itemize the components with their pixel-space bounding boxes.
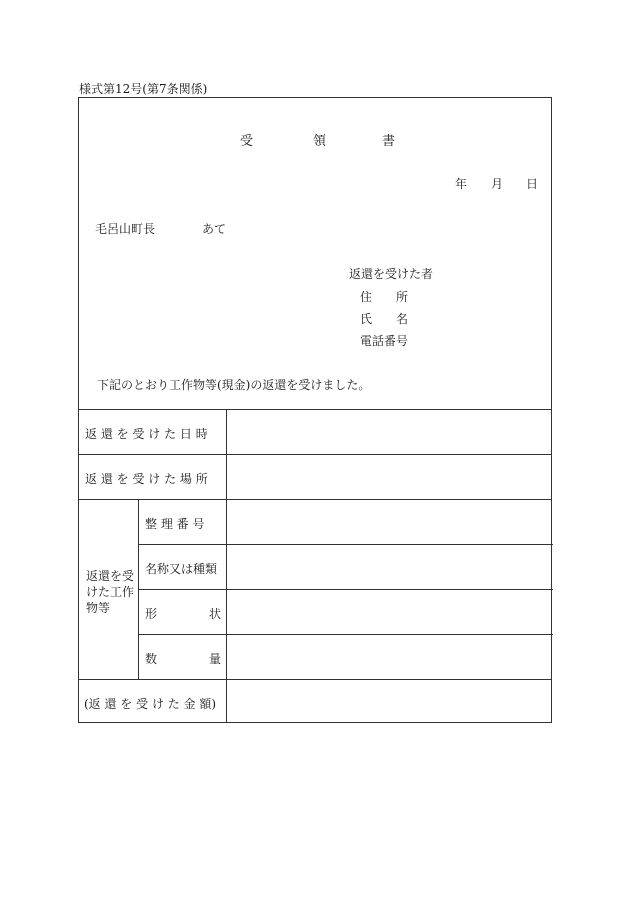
date-year: 年 [455, 177, 468, 191]
datetime-value-cell[interactable] [227, 410, 552, 454]
group-label-line-2: けた工作 [86, 585, 135, 599]
addressee-suffix: あて [202, 222, 227, 236]
sub-label-shape-2: 状 [209, 607, 222, 621]
sub-label-number: 整 理 番 号 [145, 517, 205, 531]
group-column-divider [138, 499, 139, 679]
row-label-amount: (返 還 を 受 け た 金 額) [84, 697, 217, 711]
recipient-address-label: 住 所 [360, 290, 409, 304]
sub-label-qty-1: 数 [145, 652, 158, 666]
form-number: 様式第12号(第7条関係) [79, 82, 208, 96]
sub-label-shape-1: 形 [145, 607, 158, 621]
sub-label-qty-2: 量 [209, 652, 222, 666]
row-label-datetime: 返 還 を 受 け た 日 時 [85, 427, 208, 441]
number-value-cell[interactable] [227, 500, 552, 544]
title-char-3: 書 [382, 134, 396, 149]
recipient-phone-label: 電話番号 [360, 334, 409, 348]
row-label-place: 返 還 を 受 け た 場 所 [85, 472, 208, 486]
recipient-name-label: 氏 名 [360, 312, 409, 326]
amount-value-cell[interactable] [227, 680, 552, 722]
date-month: 月 [491, 177, 504, 191]
shape-value-cell[interactable] [227, 590, 552, 634]
statement-text: 下記のとおり工作物等(現金)の返還を受けました。 [97, 378, 371, 392]
date-day: 日 [526, 177, 539, 191]
addressee-name: 毛呂山町長 [95, 222, 156, 236]
group-label-line-1: 返還を受 [86, 569, 135, 583]
group-label-line-3: 物等 [86, 601, 111, 615]
sub-label-name: 名称又は種類 [145, 562, 218, 576]
title-char-2: 領 [313, 134, 327, 149]
quantity-value-cell[interactable] [227, 635, 552, 679]
place-value-cell[interactable] [227, 455, 552, 499]
recipient-heading: 返還を受けた者 [349, 267, 434, 281]
name-value-cell[interactable] [227, 545, 552, 589]
title-char-1: 受 [240, 134, 254, 149]
receipt-form [78, 97, 552, 723]
